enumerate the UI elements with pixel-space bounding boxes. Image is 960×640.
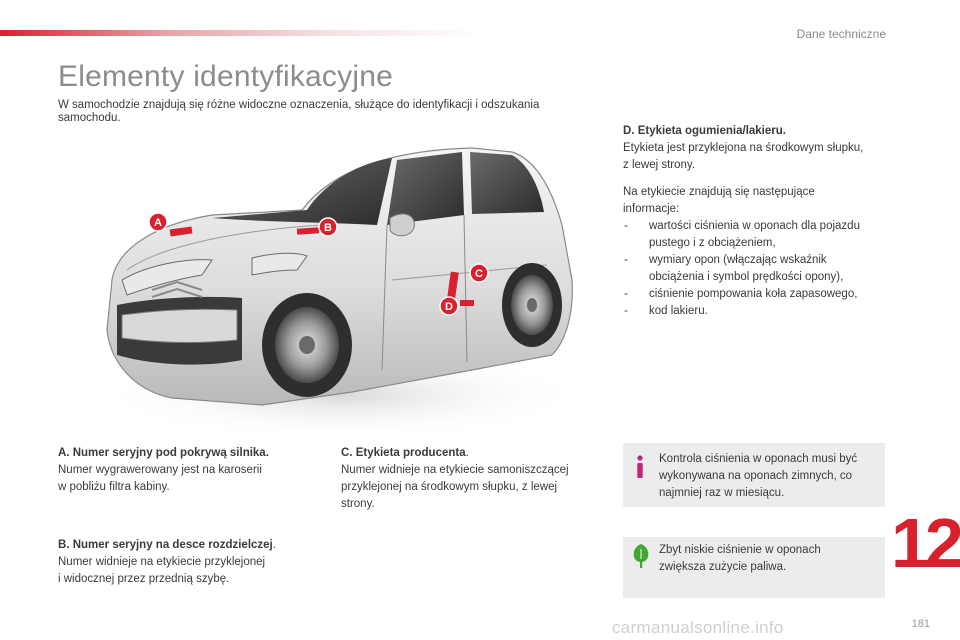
section-d-list: [623, 218, 888, 320]
list-item: - kod lakieru.: [623, 303, 888, 320]
car-illustration: [92, 130, 592, 435]
section-c: C. Etykieta producenta. Numer widnieje na etykiecie samoniszczącej przyklejonej na środkowym słupku, z lewej strony.: [341, 445, 601, 513]
header-accent-band: [0, 30, 480, 36]
section-d-line: Etykieta jest przyklejona na środkowym słupku,: [623, 142, 864, 154]
info-note: [623, 443, 885, 507]
page-number: 181: [911, 618, 930, 630]
svg-text:C: C: [475, 268, 483, 280]
svg-text:A: A: [154, 217, 162, 229]
section-d: [623, 123, 888, 320]
eco-note: [623, 537, 885, 598]
section-b: B. Numer seryjny na desce rozdzielczej. Numer widnieje na etykiecie przyklejonej i widocznej przez przednią szybę.: [58, 537, 318, 588]
section-b-line: i widocznej przez przednią szybę.: [58, 573, 230, 585]
section-b-line: Numer widnieje na etykiecie przyklejonej: [58, 556, 266, 568]
section-a: [58, 445, 298, 496]
section-a-line: Numer wygrawerowany jest na karoserii: [58, 464, 262, 476]
info-note-line: Kontrola ciśnienia w oponach musi być: [659, 453, 858, 465]
eco-note-line: Zbyt niskie ciśnienie w oponach: [659, 544, 821, 556]
list-item: - wymiary opon (włączając wskaźnik obciążenia i symbol prędkości opony),: [623, 252, 888, 286]
info-icon: [635, 455, 645, 479]
info-note-line: najmniej raz w miesiącu.: [659, 487, 785, 499]
intro-text: W samochodzie znajdują się różne widoczne oznaczenia, służące do identyfikacji i odszukania samochodu.: [58, 99, 540, 124]
eco-note-line: zwiększa zużycie paliwa.: [659, 561, 787, 573]
marker-b: [319, 218, 337, 236]
section-d-line: z lewej strony.: [623, 159, 696, 171]
section-d-intro: informacje:: [623, 203, 680, 215]
svg-text:D: D: [445, 301, 453, 313]
section-a-heading: A. Numer seryjny pod pokrywą silnika.: [58, 447, 269, 459]
section-title: Dane techniczne: [796, 27, 886, 41]
section-b-heading: B. Numer seryjny na desce rozdzielczej: [58, 539, 273, 551]
list-item: - ciśnienie pompowania koła zapasowego,: [623, 286, 888, 303]
marker-d: [440, 297, 458, 315]
section-d-heading: D. Etykieta ogumienia/lakieru.: [623, 125, 786, 137]
section-d-intro: Na etykiecie znajdują się następujące: [623, 186, 815, 198]
marker-a: [149, 213, 167, 231]
section-a-line: w pobliżu filtra kabiny.: [58, 481, 170, 493]
leaf-icon: [630, 543, 652, 569]
marker-c: [470, 264, 488, 282]
section-c-line: strony.: [341, 498, 375, 510]
svg-text:B: B: [324, 222, 332, 234]
info-note-line: wykonywana na oponach zimnych, co: [659, 470, 853, 482]
chapter-number: 12: [891, 504, 959, 582]
page-title: Elementy identyfikacyjne: [58, 60, 393, 93]
section-c-heading: C. Etykieta producenta: [341, 447, 466, 459]
watermark: carmanualsonline.info: [612, 618, 784, 637]
list-item: - wartości ciśnienia w oponach dla pojazdu pustego i z obciążeniem,: [623, 218, 888, 252]
section-c-line: przyklejonej na środkowym słupku, z lewej: [341, 481, 558, 493]
section-c-line: Numer widnieje na etykiecie samoniszczącej: [341, 464, 569, 476]
